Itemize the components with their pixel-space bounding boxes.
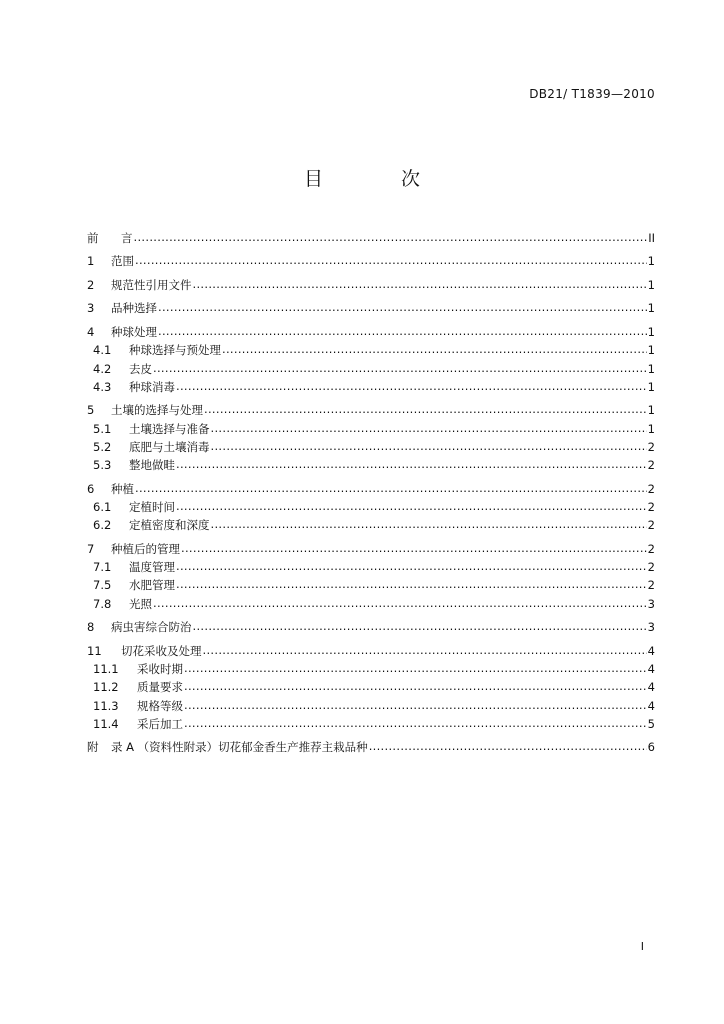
toc-entry-number: 8 (87, 620, 95, 635)
toc-entry-number: 7.1 (93, 560, 112, 575)
toc-entry-title: 录 A （资料性附录）切花郁金香生产推荐主栽品种 (111, 740, 368, 755)
toc-entry[interactable] (87, 498, 655, 516)
toc-entry-number: 5.3 (93, 458, 112, 473)
toc-entry-page: 1 (647, 343, 655, 358)
toc-entry[interactable] (87, 540, 655, 558)
toc-dot-leader (176, 577, 647, 589)
toc-entry-title: 切花采收及处理 (121, 643, 202, 658)
toc-dot-leader (181, 541, 647, 553)
toc-dot-leader (158, 300, 647, 312)
toc-entry-page: 4 (647, 661, 655, 676)
toc-entry-page: 1 (647, 421, 655, 436)
toc-entry[interactable] (87, 401, 655, 419)
toc-entry-title: 定植时间 (129, 499, 175, 514)
toc-entry-page: 2 (647, 458, 655, 473)
toc-entry-number: 11.4 (93, 716, 119, 731)
toc-dot-leader (211, 421, 647, 433)
toc-entry-number: 6.2 (93, 518, 112, 533)
toc-entry[interactable] (87, 360, 655, 378)
toc-entry-title: 病虫害综合防治 (111, 620, 192, 635)
toc-entry-number: 4 (87, 324, 95, 339)
toc-entry-title: 种植 (111, 481, 134, 496)
toc-entry-page: 1 (647, 403, 655, 418)
toc-entry-page: 2 (647, 499, 655, 514)
toc-entry-page: 6 (647, 740, 655, 755)
toc-dot-leader (153, 596, 647, 608)
table-of-contents (87, 229, 655, 757)
toc-entry[interactable] (87, 456, 655, 474)
toc-dot-leader (184, 661, 647, 673)
toc-entry[interactable] (87, 252, 655, 270)
toc-entry-page: 2 (647, 578, 655, 593)
toc-dot-leader (176, 457, 647, 469)
toc-entry[interactable] (87, 595, 655, 613)
toc-dot-leader (158, 324, 647, 336)
toc-entry[interactable] (87, 438, 655, 456)
toc-dot-leader (176, 499, 647, 511)
toc-entry-page: 2 (647, 481, 655, 496)
toc-entry-page: 3 (647, 620, 655, 635)
toc-entry[interactable] (87, 642, 655, 660)
toc-dot-leader (211, 439, 647, 451)
toc-entry[interactable] (87, 276, 655, 294)
toc-dot-leader (176, 559, 647, 571)
toc-entry-title: 光照 (129, 596, 152, 611)
toc-entry-title: 土壤的选择与处理 (111, 403, 203, 418)
toc-entry-number: 3 (87, 301, 95, 316)
toc-entry-title: 定植密度和深度 (129, 518, 210, 533)
toc-entry-number: 5.1 (93, 421, 112, 436)
toc-entry-number: 1 (87, 254, 95, 269)
toc-entry[interactable] (87, 299, 655, 317)
toc-entry-number: 6 (87, 481, 95, 496)
toc-entry-number: 11.3 (93, 698, 119, 713)
toc-entry[interactable] (87, 480, 655, 498)
toc-entry-number: 4.3 (93, 379, 112, 394)
toc-entry-title: 范围 (111, 254, 134, 269)
toc-entry[interactable] (87, 576, 655, 594)
toc-entry-title: 底肥与土壤消毒 (129, 439, 210, 454)
toc-entry-number: 4.2 (93, 361, 112, 376)
toc-entry-number: 7.5 (93, 578, 112, 593)
toc-entry-number: 6.1 (93, 499, 112, 514)
toc-entry[interactable] (87, 678, 655, 696)
toc-entry-title: 土壤选择与准备 (129, 421, 210, 436)
toc-entry-page: 1 (647, 379, 655, 394)
toc-entry[interactable] (87, 715, 655, 733)
toc-entry-page: 2 (647, 541, 655, 556)
toc-entry-title: 规范性引用文件 (111, 277, 192, 292)
document-code: DB21/ T1839—2010 (529, 87, 655, 101)
toc-entry-number: 前 (87, 231, 99, 245)
toc-dot-leader (135, 481, 647, 493)
toc-entry-number: 11.2 (93, 680, 119, 695)
toc-entry[interactable] (87, 660, 655, 678)
toc-entry-page: II (648, 231, 655, 245)
toc-entry-title: 种植后的管理 (111, 541, 180, 556)
toc-dot-leader (203, 643, 647, 655)
page-number: I (640, 940, 644, 953)
toc-entry-page: 3 (647, 596, 655, 611)
toc-entry[interactable] (87, 323, 655, 341)
toc-entry-number: 4.1 (93, 343, 112, 358)
toc-dot-leader (193, 277, 647, 289)
toc-dot-leader (135, 253, 647, 265)
toc-entry-page: 2 (647, 518, 655, 533)
toc-entry-page: 4 (647, 698, 655, 713)
toc-dot-leader (184, 716, 647, 728)
toc-entry-page: 1 (647, 324, 655, 339)
toc-entry-title: 种球消毒 (129, 379, 175, 394)
toc-entry-page: 1 (647, 254, 655, 269)
toc-entry-number: 11 (87, 643, 102, 658)
toc-entry-title: 采收时期 (137, 661, 183, 676)
toc-dot-leader (153, 361, 647, 373)
toc-entry-page: 2 (647, 560, 655, 575)
toc-entry-title: 品种选择 (111, 301, 157, 316)
toc-entry[interactable] (87, 378, 655, 396)
toc-dot-leader (184, 698, 647, 710)
toc-dot-leader (204, 402, 647, 414)
toc-entry[interactable] (87, 618, 655, 636)
toc-entry-title: 言 (121, 231, 133, 245)
toc-entry-number: 5 (87, 403, 95, 418)
toc-entry-title: 整地做畦 (129, 458, 175, 473)
toc-entry-page: 1 (647, 277, 655, 292)
toc-entry-number: 2 (87, 277, 95, 292)
toc-dot-leader (193, 619, 647, 631)
toc-entry-title: 水肥管理 (129, 578, 175, 593)
toc-entry-title: 种球选择与预处理 (129, 343, 221, 358)
toc-entry-number: 11.1 (93, 661, 119, 676)
toc-entry-number: 7 (87, 541, 95, 556)
toc-dot-leader (369, 739, 647, 751)
toc-entry-title: 规格等级 (137, 698, 183, 713)
toc-entry-title: 采后加工 (137, 716, 183, 731)
toc-entry[interactable] (87, 341, 655, 359)
toc-dot-leader (176, 379, 647, 391)
toc-entry-title: 去皮 (129, 361, 152, 376)
toc-entry-page: 1 (647, 301, 655, 316)
toc-entry-page: 2 (647, 439, 655, 454)
toc-entry-title: 质量要求 (137, 680, 183, 695)
toc-entry-title: 种球处理 (111, 324, 157, 339)
toc-entry[interactable] (87, 229, 655, 247)
toc-entry[interactable] (87, 420, 655, 438)
toc-entry-page: 4 (647, 643, 655, 658)
toc-entry[interactable] (87, 558, 655, 576)
toc-entry[interactable] (87, 516, 655, 534)
toc-entry-page: 4 (647, 680, 655, 695)
toc-dot-leader (222, 342, 647, 354)
toc-entry[interactable] (87, 738, 655, 756)
toc-entry-page: 1 (647, 361, 655, 376)
toc-entry-number: 5.2 (93, 439, 112, 454)
toc-entry-number: 7.8 (93, 596, 112, 611)
toc-dot-leader (134, 230, 648, 242)
toc-entry-page: 5 (647, 716, 655, 731)
toc-entry[interactable] (87, 697, 655, 715)
toc-entry-number: 附 (87, 740, 99, 755)
toc-title: 目 次 (303, 168, 457, 190)
toc-dot-leader (184, 679, 647, 691)
toc-dot-leader (211, 517, 647, 529)
toc-entry-title: 温度管理 (129, 560, 175, 575)
